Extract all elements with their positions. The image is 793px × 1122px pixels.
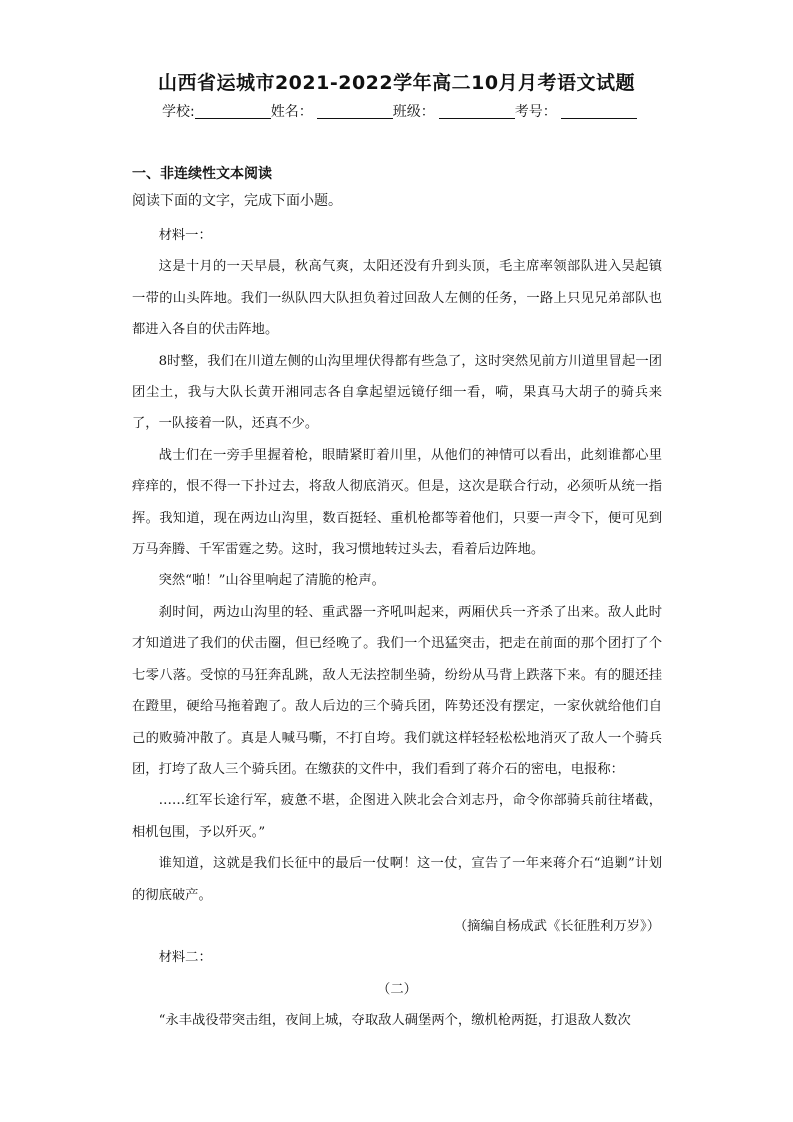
student-info-line: [162, 101, 637, 121]
paragraph: 谁知道，这就是我们长征中的最后一仗啊！这一仗，宣告了一年来蒋介石“追剿”计划的彻底破产。: [132, 856, 662, 903]
exam-number-label: 考号：: [514, 104, 557, 120]
source-citation: （摘编自杨成武《长征胜利万岁》）: [453, 918, 660, 934]
school-blank[interactable]: [195, 104, 271, 119]
paragraph: 战士们在一旁手里握着枪，眼睛紧盯着川里，从他们的神情可以看出，此刻谁都心里痒痒的，恨不得一下扑过去，将敌人彻底消灭。但是，这次是联合行动，必须听从统一指挥。我知道，现在两边山沟里，数百挺轻、重机枪都等着他们，只要一声令下，便可见到万马奔腾、千军雷霆之势。这时，我习惯地转过头去，看着后边阵地。: [132, 447, 662, 558]
paragraph: 刹时间，两边山沟里的轻、重武器一齐吼叫起来，两厢伏兵一齐杀了出来。敌人此时才知道进了我们的伏击圈，但已经晚了。我们一个迅猛突击，把走在前面的那个团打了个七零八落。受惊的马狂奔乱跳，敌人无法控制坐骑，纷纷从马背上跌落下来。有的腿还挂在蹬里，硬给马拖着跑了。敌人后边的三个骑兵团，阵势还没有摆定，一家伙就给他们自己的败骑冲散了。真是人喊马嘶，不打自垮。我们就这样轻轻松松地消灭了敌人一个骑兵团，打垮了敌人三个骑兵团。在缴获的文件中，我们看到了蒋介石的密电，电报称：: [132, 604, 662, 777]
page-title: 山西省运城市2021-2022学年高二10月月考语文试题: [157, 72, 636, 94]
section-instruction: 阅读下面的文字，完成下面小题。: [132, 193, 342, 209]
paragraph: “永丰战役带突击组，夜间上城，夺取敌人碉堡两个，缴机枪两挺，打退敌人数次: [158, 1013, 631, 1029]
class-label: 班级：: [392, 104, 435, 120]
name-blank[interactable]: [317, 104, 393, 119]
exam-number-blank[interactable]: [561, 104, 637, 119]
material-1-label: 材料一：: [158, 228, 212, 243]
material-2-subheading: （二）: [377, 981, 417, 997]
name-label: 姓名：: [270, 104, 313, 120]
paragraph: 突然“啪！”山谷里响起了清脆的枪声。: [158, 573, 385, 589]
reading-passage: [132, 220, 662, 1037]
class-blank[interactable]: [439, 104, 515, 119]
paragraph: 8时整，我们在川道左侧的山沟里埋伏得都有些急了，这时突然见前方川道里冒起一团团尘土，我与大队长黄开湘同志各自拿起望远镜仔细一看，嗬，果真马大胡子的骑兵来了，一队接着一队，还真不少。: [132, 353, 662, 432]
telegram-quote: ……红军长途行军，疲惫不堪，企图进入陕北会合刘志丹，命令你部骑兵前往堵截，相机包围，予以歼灭。”: [132, 793, 662, 840]
section-heading: 一、非连续性文本阅读: [132, 166, 272, 182]
paragraph: 这是十月的一天早晨，秋高气爽，太阳还没有升到头顶，毛主席率领部队进入吴起镇一带的山头阵地。我们一纵队四大队担负着过回敌人左侧的任务，一路上只见兄弟部队也都进入各自的伏击阵地。: [132, 259, 662, 338]
material-2-label: 材料二：: [158, 950, 212, 966]
school-label: 学校:: [162, 104, 195, 120]
